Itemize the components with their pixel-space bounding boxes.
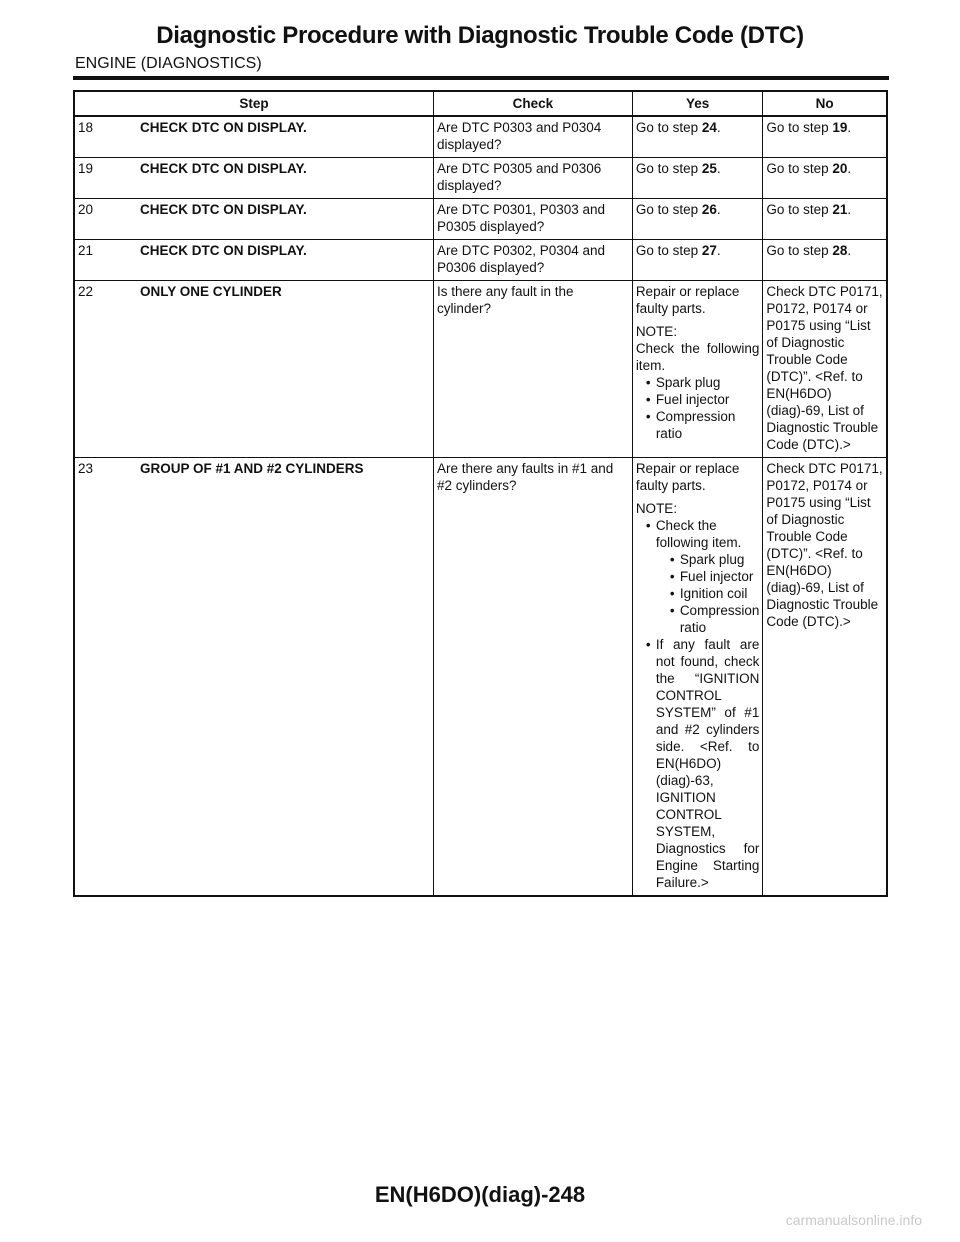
note-intro: Check the following item. [635, 341, 760, 373]
note-bullet-text: Check the following item. [655, 518, 742, 550]
step-title: GROUP OF #1 AND #2 CYLINDERS [140, 461, 364, 476]
table-row [74, 458, 887, 897]
yes-text: Go to step [635, 202, 702, 217]
list-item: • Fuel injector [668, 568, 760, 585]
no-step-link[interactable]: 21 [832, 202, 848, 217]
section-name: ENGINE (DIAGNOSTICS) [75, 55, 262, 72]
step-number: 21 [78, 243, 94, 258]
note-label: NOTE: [635, 324, 678, 339]
no-cell: Go to step 21. [763, 199, 887, 240]
step-title: ONLY ONE CYLINDER [140, 284, 282, 299]
note-label: NOTE: [635, 501, 678, 516]
header-yes: Yes [632, 91, 763, 116]
yes-text: Go to step [635, 243, 702, 258]
page-number: EN(H6DO)(diag)-248 [374, 1182, 586, 1207]
page-title: Diagnostic Procedure with Diagnostic Trouble Code (DTC) [156, 22, 804, 49]
table-row [74, 158, 887, 199]
note-sub-list [656, 551, 760, 636]
yes-text: Go to step [635, 161, 702, 176]
no-cell: Check DTC P0171, P0172, P0174 or P0175 using “List of Diagnostic Trouble Code (DTC)”. <Ref. to EN(H6DO)(diag)-69, List of Diagnostic Trouble Code (DTC).> [763, 281, 887, 458]
list-item: • Spark plug [644, 374, 760, 391]
no-text: Go to step [766, 243, 833, 258]
no-text: Go to step [766, 202, 833, 217]
check-cell: Are DTC P0301, P0303 and P0305 displayed? [433, 199, 632, 240]
note-bullet-list [636, 517, 760, 891]
step-title: CHECK DTC ON DISPLAY. [140, 120, 307, 135]
check-cell: Are DTC P0302, P0304 and P0306 displayed? [433, 240, 632, 281]
check-cell: Are DTC P0305 and P0306 displayed? [433, 158, 632, 199]
step-number: 19 [78, 161, 94, 176]
header-no: No [763, 91, 887, 116]
yes-text: Repair or replace faulty parts. [635, 284, 740, 316]
yes-cell [632, 458, 763, 897]
list-item: • Fuel injector [644, 391, 760, 408]
step-cell [74, 199, 433, 240]
no-text: Go to step [766, 161, 833, 176]
no-text: Go to step [766, 120, 833, 135]
no-cell: Check DTC P0171, P0172, P0174 or P0175 using “List of Diagnostic Trouble Code (DTC)”. <Ref. to EN(H6DO)(diag)-69, List of Diagnostic Trouble Code (DTC).> [763, 458, 887, 897]
no-cell: Go to step 19. [763, 116, 887, 158]
step-cell [74, 240, 433, 281]
step-cell [74, 281, 433, 458]
note-item-list [636, 374, 760, 442]
yes-text: Repair or replace faulty parts. [635, 461, 740, 493]
table-row [74, 240, 887, 281]
yes-cell: Go to step 26. [632, 199, 763, 240]
yes-step-link[interactable]: 26 [701, 202, 717, 217]
yes-step-link[interactable]: 24 [701, 120, 717, 135]
table-row [74, 116, 887, 158]
yes-step-link[interactable]: 27 [701, 243, 717, 258]
header-rule [73, 76, 889, 80]
diagnostic-table [73, 90, 888, 897]
yes-cell: Go to step 27. [632, 240, 763, 281]
step-title: CHECK DTC ON DISPLAY. [140, 243, 307, 258]
list-item: • Ignition coil [668, 585, 760, 602]
list-item [644, 517, 760, 636]
list-item: • Compression ratio [644, 408, 760, 442]
yes-text: Go to step [635, 120, 702, 135]
step-cell [74, 116, 433, 158]
check-cell: Are there any faults in #1 and #2 cylinders? [433, 458, 632, 897]
step-number: 23 [78, 461, 94, 476]
no-step-link[interactable]: 20 [832, 161, 848, 176]
check-cell: Are DTC P0303 and P0304 displayed? [433, 116, 632, 158]
no-step-link[interactable]: 19 [832, 120, 848, 135]
watermark: carmanualsonline.info [785, 1212, 922, 1228]
no-cell: Go to step 28. [763, 240, 887, 281]
check-cell: Is there any fault in the cylinder? [433, 281, 632, 458]
list-item: • If any fault are not found, check the “IGNITION CONTROL SYSTEM” of #1 and #2 cylinders side. <Ref. to EN(H6DO)(diag)-63, IGNITION CONTROL SYSTEM, Diagnostics for Engine Starting Failure.> [644, 636, 760, 891]
table-row [74, 281, 887, 458]
step-number: 22 [78, 284, 94, 299]
yes-step-link[interactable]: 25 [701, 161, 717, 176]
step-title: CHECK DTC ON DISPLAY. [140, 161, 307, 176]
step-number: 18 [78, 120, 94, 135]
yes-cell [632, 281, 763, 458]
header-step: Step [74, 91, 433, 116]
list-item: • Compression ratio [668, 602, 760, 636]
header-check: Check [433, 91, 632, 116]
table-row [74, 199, 887, 240]
step-title: CHECK DTC ON DISPLAY. [140, 202, 307, 217]
step-cell [74, 158, 433, 199]
no-step-link[interactable]: 28 [832, 243, 848, 258]
step-number: 20 [78, 202, 94, 217]
list-item: • Spark plug [668, 551, 760, 568]
step-cell [74, 458, 433, 897]
yes-cell: Go to step 25. [632, 158, 763, 199]
no-cell: Go to step 20. [763, 158, 887, 199]
yes-cell: Go to step 24. [632, 116, 763, 158]
table-header-row [74, 91, 887, 116]
